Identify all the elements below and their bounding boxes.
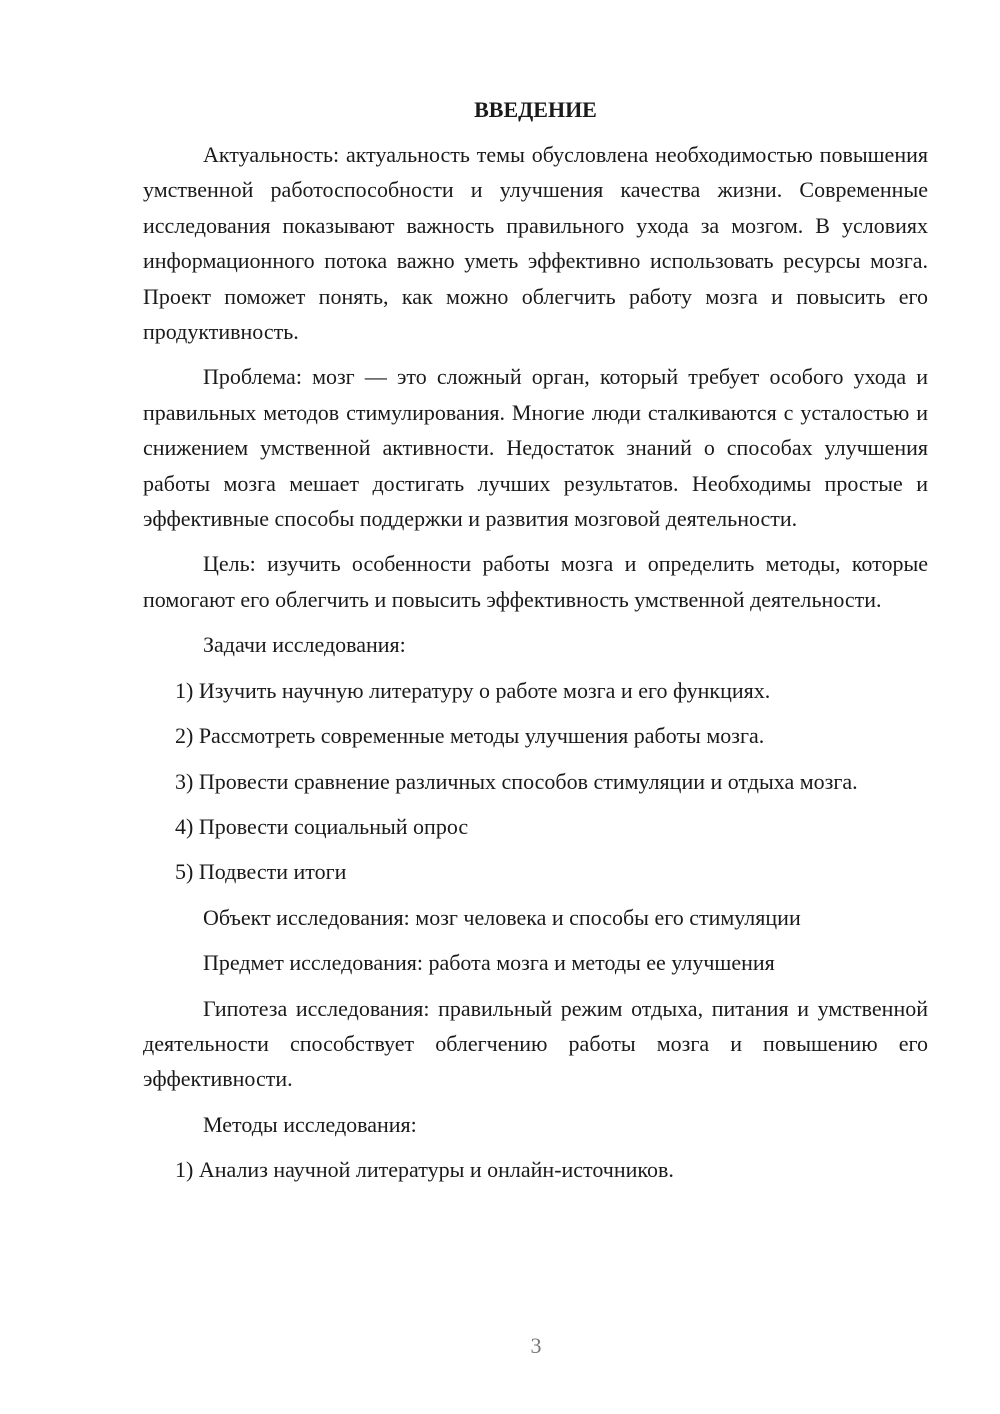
paragraph-goal: Цель: изучить особенности работы мозга и определить методы, которые помогают его облегчить и повысить эффективность умственной деятельности. [143,551,928,612]
page-title: ВВЕДЕНИЕ [474,97,597,122]
paragraph-object: Объект исследования: мозг человека и способы его стимуляции [203,904,801,930]
paragraph-subject: Предмет исследования: работа мозга и методы ее улучшения [203,950,775,976]
paragraph-methods-heading: Методы исследования: [203,1111,417,1137]
task-item-2: 2) Рассмотреть современные методы улучшения работы мозга. [175,723,765,749]
document-body [143,92,928,1198]
method-item-1: 1) Анализ научной литературы и онлайн-источников. [175,1157,674,1183]
task-item-4: 4) Провести социальный опрос [175,813,469,839]
paragraph-problem: Проблема: мозг — это сложный орган, который требует особого ухода и правильных методов стимулирования. Многие люди сталкиваются с усталостью и снижением умственной активности. Недостаток знаний о способах улучшения работы мозга мешает достигать лучших результатов. Необходимы простые и эффективные способы поддержки и развития мозговой деятельности. [143,364,928,532]
paragraph-hypothesis: Гипотеза исследования: правильный режим отдыха, питания и умственной деятельности способствует облегчению работы мозга и повышению его эффективности. [143,995,928,1092]
paragraph-tasks-heading: Задачи исследования: [203,632,406,658]
paragraph-relevance: Актуальность: актуальность темы обусловлена необходимостью повышения умственной работоспособности и улучшения качества жизни. Современные исследования показывают важность правильного ухода за мозгом. В условиях информационного потока важно уметь эффективно использовать ресурсы мозга. Проект поможет понять, как можно облегчить работу мозга и повысить его продуктивность. [143,142,928,345]
page-number: 3 [530,1333,542,1358]
task-item-5: 5) Подвести итоги [175,859,347,885]
task-item-1: 1) Изучить научную литературу о работе мозга и его функциях. [175,677,771,703]
task-item-3: 3) Провести сравнение различных способов стимуляции и отдыха мозга. [175,768,858,794]
